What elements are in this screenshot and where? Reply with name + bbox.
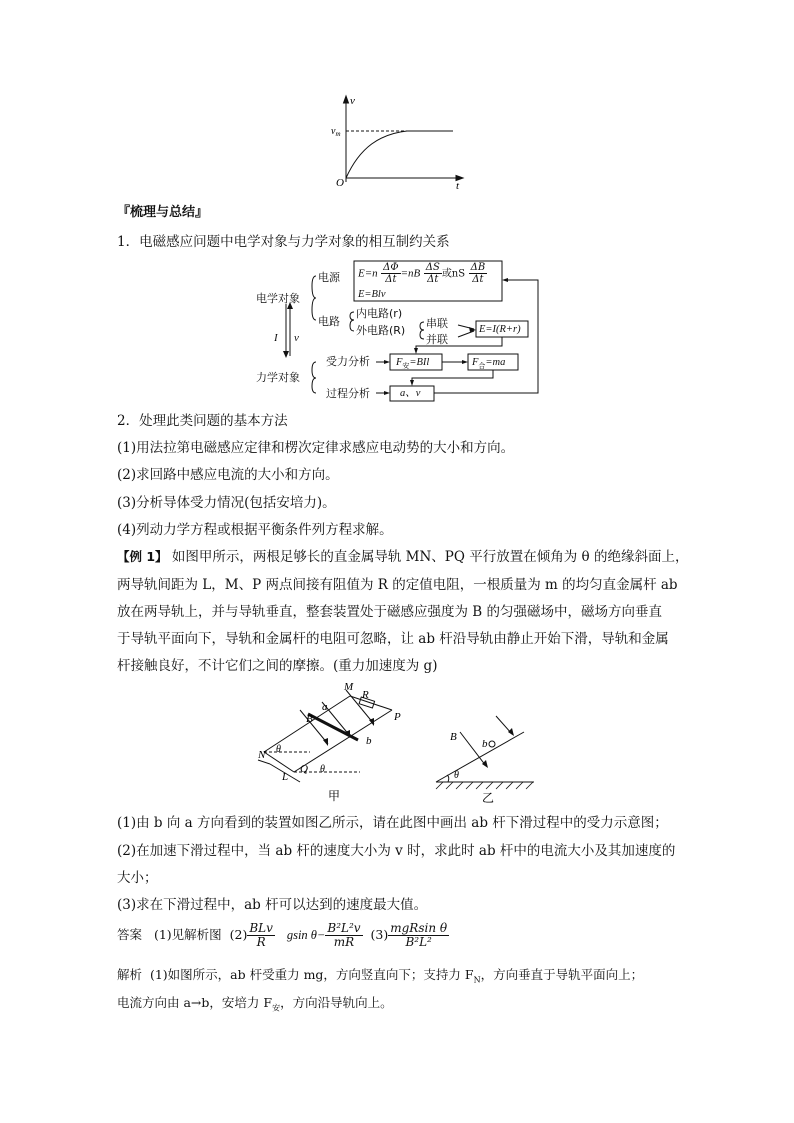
item1-number: 1．	[117, 234, 140, 250]
item1-text: 电磁感应问题中电学对象与力学对象的相互制约关系	[139, 234, 450, 250]
current-formula: E=I(R+r)	[479, 324, 521, 335]
emf-blv: E=Blv	[358, 289, 386, 300]
net-force-formula: $F_合=ma$	[472, 357, 506, 371]
item2-heading	[117, 413, 288, 429]
ans2b-lead: gsin θ−	[286, 928, 326, 942]
velocity-time-graph	[325, 92, 470, 192]
answer-part3-prefix: (3)	[370, 927, 389, 942]
figure-yi	[430, 710, 540, 805]
item2-text: 处理此类问题的基本方法	[139, 413, 288, 429]
svg-text:b: b	[366, 735, 372, 747]
answer-label: 答案	[117, 927, 143, 942]
ans2b-num: B²L²v	[327, 921, 361, 935]
relationship-diagram	[250, 258, 550, 404]
example-text-1: 如图甲所示，两根足够长的直金属导轨 MN、PQ 平行放置在倾角为 θ 的绝缘斜面上，	[171, 549, 689, 565]
arrow-I-label: I	[274, 332, 278, 344]
svg-text:θ: θ	[320, 764, 325, 775]
ans2a-num: BLv	[249, 921, 273, 935]
fig1-caption: 甲	[328, 789, 341, 803]
svg-text:a: a	[322, 701, 328, 713]
circuit-label: 电路	[318, 315, 340, 328]
example-line-4: 于导轨平面向下，导轨和金属杆的电阻可忽略，让 ab 杆沿导轨由静止开始下滑，导轨和金属	[117, 631, 669, 647]
analysis-line-1: 解析 (1)如图所示，ab 杆受重力 mg，方向竖直向下；支持力 $F_N$，方向垂直于导轨平面向上；	[117, 967, 644, 985]
answer-part1: (1)见解析图	[153, 927, 222, 942]
frac-dt-3: Δt	[472, 274, 484, 285]
emf-formula-box	[358, 262, 487, 285]
parallel-label: 并联	[426, 333, 448, 346]
emf-or: 或nS	[441, 268, 466, 280]
svg-text:L: L	[282, 771, 289, 783]
a-v-box: a、v	[400, 388, 421, 399]
v-axis-arrow	[344, 96, 349, 103]
rod-cross-section	[489, 741, 495, 747]
rod-ab	[308, 714, 358, 740]
vm-label: $v_m$	[331, 126, 341, 138]
example-line-2: 两导轨间距为 L，M、P 两点间接有阻值为 R 的定值电阻，一根质量为 m 的均匀直金属杆 ab	[117, 577, 678, 593]
emf-eq: =nB	[400, 267, 421, 280]
analysis-line-2: 电流方向由 a→b，安培力 $F_安$，方向沿导轨向上。	[117, 995, 393, 1013]
process-analysis-label: 过程分析	[326, 387, 370, 400]
svg-text:B: B	[306, 713, 313, 725]
svg-text:θ: θ	[276, 744, 281, 755]
figure-jia	[250, 680, 410, 805]
fig2-caption: 乙	[482, 791, 495, 805]
velocity-curve	[346, 131, 453, 178]
svg-text:P: P	[394, 711, 401, 723]
ampere-force-formula: $F_安=BIl$	[396, 357, 430, 371]
item1-heading	[117, 234, 450, 250]
ans2b-den: mR	[333, 935, 355, 949]
frac-dt-1: Δt	[385, 274, 397, 285]
emf-e: E=n	[358, 267, 378, 280]
answer-line	[117, 922, 449, 949]
method-2: (2)求回路中感应电流的大小和方向。	[117, 467, 339, 483]
arrow-v-label: v	[294, 332, 299, 344]
origin-label: O	[336, 177, 344, 189]
inner-circuit-label: 内电路(r)	[356, 307, 403, 320]
elec-obj-label: 电学对象	[256, 292, 300, 305]
frac-dphi: ΔΦ	[383, 262, 399, 273]
t-axis-label: t	[456, 180, 460, 192]
svg-text:B: B	[450, 731, 457, 743]
question-2: (2)在加速下滑过程中，当 ab 杆的速度大小为 v 时，求此时 ab 杆中的电流大小及其加速度的	[117, 843, 676, 859]
svg-text:Q: Q	[300, 763, 308, 775]
question-1: (1)由 b 向 a 方向看到的装置如图乙所示，请在此图中画出 ab 杆下滑过程中的受力示意图；	[117, 815, 668, 831]
example-line-5: 杆接触良好，不计它们之间的摩擦。(重力加速度为 g)	[117, 658, 438, 674]
mech-obj-label: 力学对象	[256, 371, 300, 384]
analysis-label: 解析	[117, 967, 143, 982]
svg-text:M: M	[344, 681, 354, 693]
force-analysis-label: 受力分析	[326, 355, 370, 368]
question-2-cont: 大小；	[117, 870, 158, 886]
svg-text:θ: θ	[454, 770, 459, 781]
method-3: (3)分析导体受力情况(包括安培力)。	[117, 495, 336, 511]
series-label: 串联	[426, 317, 448, 330]
example-line-3: 放在两导轨上，并与导轨垂直，整套装置处于磁感应强度为 B 的匀强磁场中，磁场方向垂直	[117, 604, 663, 620]
section-title: 『梳理与总结』	[117, 205, 209, 220]
svg-text:b: b	[482, 738, 488, 750]
svg-text:N: N	[258, 749, 266, 761]
ans3-den: B²L²	[405, 935, 432, 949]
example-line-1	[117, 549, 688, 565]
v-axis-label: v	[350, 95, 355, 107]
question-3: (3)求在下滑过程中，ab 杆可以达到的速度最大值。	[117, 897, 428, 913]
method-4: (4)列动力学方程或根据平衡条件列方程求解。	[117, 522, 393, 538]
source-label: 电源	[318, 271, 340, 284]
frac-db: ΔB	[470, 262, 486, 273]
svg-text:R: R	[362, 689, 369, 701]
ans3-num: mgRsin θ	[390, 921, 448, 935]
answer-part2-prefix: (2)	[229, 927, 248, 942]
frac-dt-2: Δt	[427, 274, 439, 285]
method-1: (1)用法拉第电磁感应定律和楞次定律求感应电动势的大小和方向。	[117, 440, 515, 456]
frac-ds: ΔS	[425, 262, 440, 273]
outer-circuit-label: 外电路(R)	[356, 324, 406, 337]
ans2a-den: R	[256, 935, 266, 949]
example-label: 【例 1】	[117, 549, 168, 564]
item2-number: 2．	[117, 413, 140, 429]
